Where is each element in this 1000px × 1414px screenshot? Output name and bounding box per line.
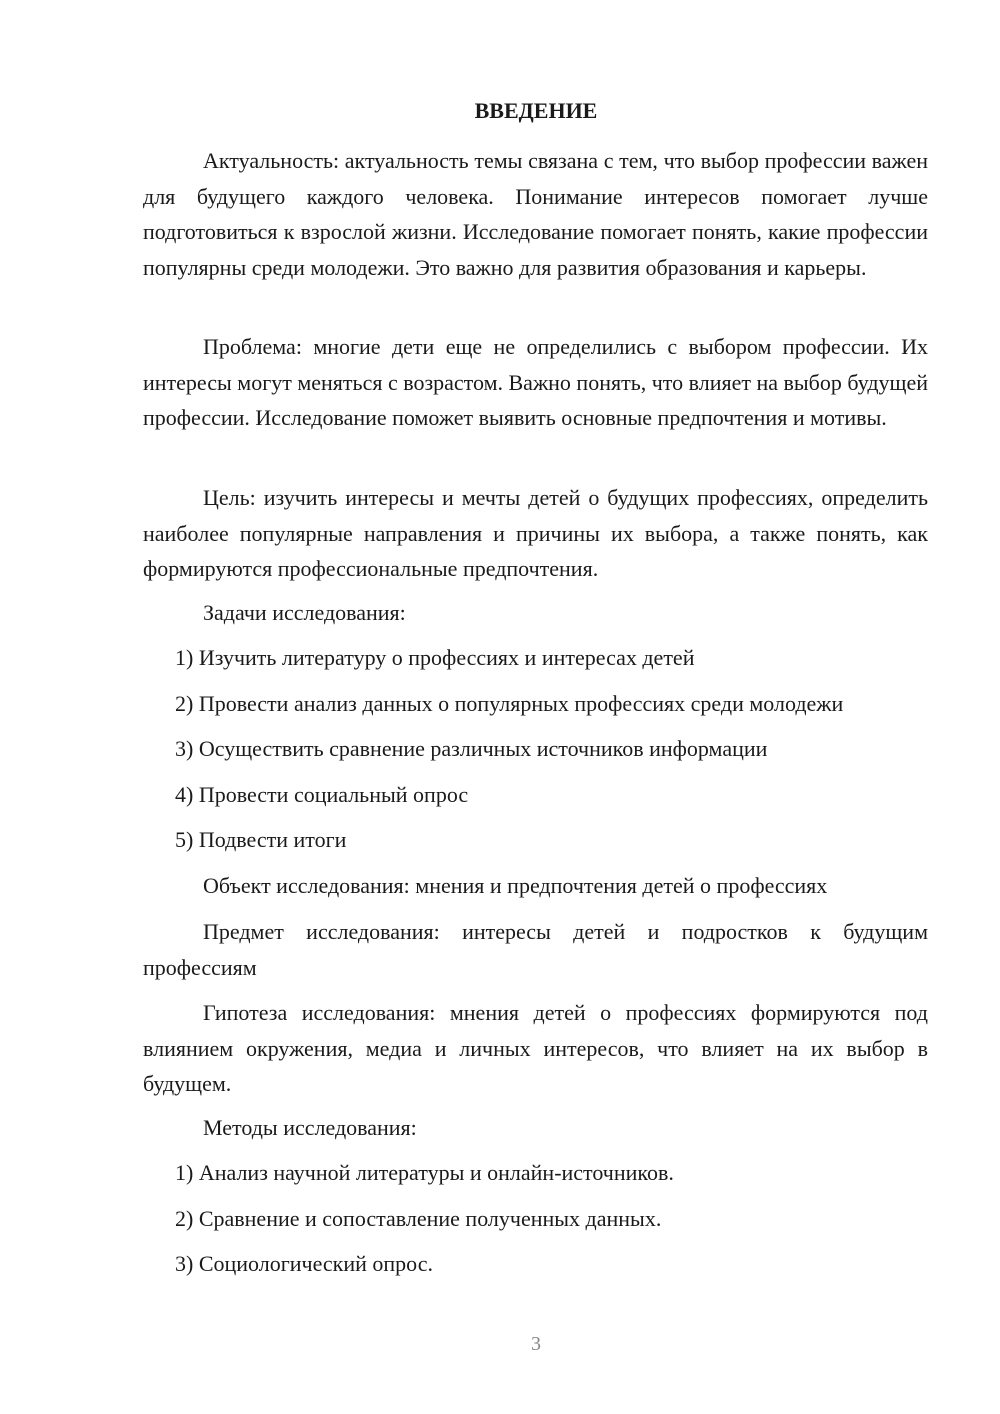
problem-paragraph: Проблема: многие дети еще не определились с выбором профессии. Их интересы могут меняться с возрастом. Важно понять, что влияет на выбор будущей профессии. Исследование поможет выявить основные предпочтения и мотивы. — [143, 334, 929, 430]
tasks-heading: Задачи исследования: — [203, 600, 406, 625]
task-item-2: 2) Провести анализ данных о популярных профессиях среди молодежи — [175, 691, 844, 716]
task-item-3: 3) Осуществить сравнение различных источников информации — [175, 736, 768, 761]
page-number: 3 — [531, 1333, 541, 1355]
page-title: ВВЕДЕНИЕ — [474, 98, 598, 123]
goal-paragraph: Цель: изучить интересы и мечты детей о будущих профессиях, определить наиболее популярные направления и причины их выбора, а также понять, как формируются профессиональные предпочтения. — [143, 485, 928, 581]
task-item-5: 5) Подвести итоги — [175, 827, 347, 852]
methods-heading: Методы исследования: — [203, 1115, 417, 1140]
method-item-2: 2) Сравнение и сопоставление полученных данных. — [175, 1206, 662, 1231]
hypothesis-paragraph: Гипотеза исследования: мнения детей о профессиях формируются под влиянием окружения, медиа и личных интересов, что влияет на их выбор в будущем. — [143, 1000, 928, 1096]
method-item-1: 1) Анализ научной литературы и онлайн-источников. — [175, 1160, 674, 1185]
relevance-paragraph: Актуальность: актуальность темы связана с тем, что выбор профессии важен для будущего каждого человека. Понимание интересов помогает лучше подготовиться к взрослой жизни. Исследование помогает понять, какие профессии популярны среди молодежи. Это важно для развития образования и карьеры. — [143, 148, 928, 280]
object-paragraph: Объект исследования: мнения и предпочтения детей о профессиях — [203, 873, 828, 898]
task-item-1: 1) Изучить литературу о профессиях и интересах детей — [175, 645, 695, 670]
method-item-3: 3) Социологический опрос. — [175, 1251, 433, 1276]
task-item-4: 4) Провести социальный опрос — [175, 782, 469, 807]
subject-paragraph: Предмет исследования: интересы детей и подростков к будущим профессиям — [143, 919, 928, 980]
